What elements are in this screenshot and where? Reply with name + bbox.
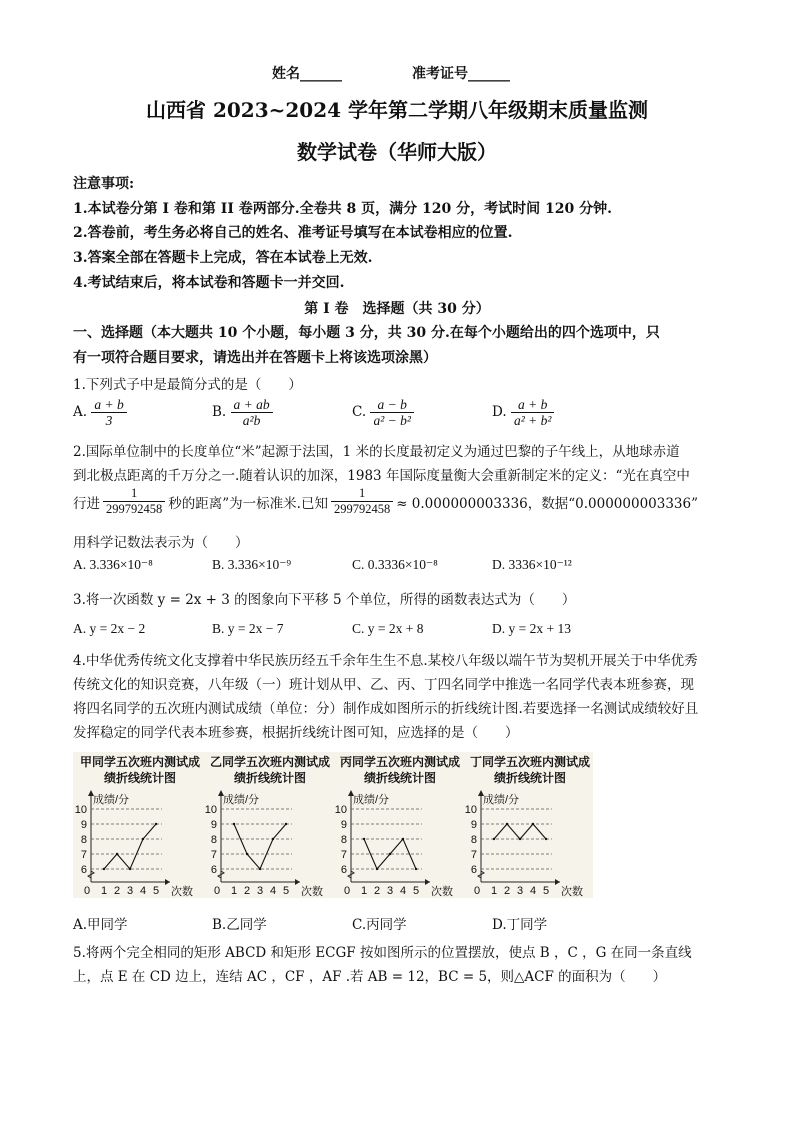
q4-option-c[interactable]: C.丙同学	[352, 917, 407, 933]
option-label: C.	[352, 404, 367, 420]
data-point	[519, 838, 521, 840]
x-tick-label: 2	[113, 885, 121, 897]
q1-option-c[interactable]	[352, 397, 414, 428]
question-4-text: 将四名同学的五次班内测试成绩（单位：分）制作成如图所示的折线统计图.若要选择一名测试成绩较好且	[73, 701, 699, 717]
x-tick-label: 0	[473, 885, 481, 897]
q3-option-a[interactable]: A. y = 2x − 2	[73, 621, 146, 636]
data-point	[389, 853, 391, 855]
x-tick-label: 0	[83, 885, 91, 897]
section-title: 第 I 卷 选择题（共 30 分）	[304, 301, 490, 317]
y-tick-label: 7	[340, 849, 347, 861]
data-point	[363, 838, 365, 840]
q1-option-d[interactable]	[492, 397, 554, 428]
line-charts-panel	[73, 752, 593, 898]
name-field-label: 姓名______	[272, 66, 342, 82]
question-3-stem: 3.将一次函数 y = 2x + 3 的图象向下平移 5 个单位，所得的函数表达式为（ ）	[73, 592, 576, 608]
data-point	[285, 823, 287, 825]
q3-option-b[interactable]: B. y = 2x − 7	[212, 621, 284, 636]
q4-option-d[interactable]: D.丁同学	[492, 917, 548, 933]
data-point	[116, 853, 118, 855]
option-label: D.	[492, 404, 507, 420]
y-tick-label: 10	[74, 804, 87, 816]
question-1-stem: 1.下列式子中是最简分式的是（ ）	[73, 377, 302, 393]
x-tick-label: 4	[529, 885, 537, 897]
y-tick-label: 9	[340, 819, 347, 831]
y-tick-label: 7	[210, 849, 217, 861]
y-tick-label: 10	[464, 804, 477, 816]
exam-title: 山西省 2023~2024 学年第二学期八年级期末质量监测	[145, 98, 648, 122]
question-4-text: 传统文化的知识竞赛，八年级（一）班计划从甲、乙、丙、丁四名同学中推选一名同学代表本班参赛，现	[73, 677, 694, 693]
q4-option-b[interactable]: B.乙同学	[212, 917, 267, 933]
x-tick-label: 3	[256, 885, 264, 897]
fraction: $\frac{1}{299792458}$	[331, 486, 393, 517]
exam-subtitle: 数学试卷（华师大版）	[297, 140, 497, 164]
q2-option-d[interactable]: D. 3336×10⁻¹²	[492, 557, 572, 572]
section-instruction: 有一项符合题目要求，请选出并在答题卡上将该选项涂黑）	[73, 350, 437, 366]
data-point	[545, 838, 547, 840]
series-line	[104, 824, 156, 869]
x-tick-label: 1	[230, 885, 238, 897]
x-tick-label: 0	[213, 885, 221, 897]
y-tick-label: 6	[470, 864, 477, 876]
y-axis-label: 成绩/分	[223, 794, 260, 806]
fraction: $\frac{1}{299792458}$	[103, 486, 165, 517]
y-axis-label: 成绩/分	[93, 794, 130, 806]
exam-number-field-label: 准考证号______	[412, 66, 510, 82]
question-2-text: 2.国际单位制中的长度单位“米”起源于法国，1 米的长度最初定义为通过巴黎的子午线上，从地球赤道	[73, 444, 680, 460]
y-tick-label: 9	[80, 819, 87, 831]
notice-item: 2.答卷前，考生务必将自己的姓名、准考证号填写在本试卷相应的位置.	[73, 225, 513, 241]
data-point	[259, 868, 261, 870]
data-point	[155, 823, 157, 825]
y-tick-label: 6	[210, 864, 217, 876]
x-tick-label: 1	[360, 885, 368, 897]
notice-item: 4.考试结束后，将本试卷和答题卡一并交回.	[73, 275, 345, 291]
x-axis-label: 次数	[561, 886, 583, 898]
fraction: $\frac{a + b}{3}$	[91, 397, 126, 428]
q2-option-b[interactable]: B. 3.336×10⁻⁹	[212, 557, 292, 572]
x-axis-label: 次数	[431, 886, 453, 898]
y-tick-label: 10	[334, 804, 347, 816]
x-tick-label: 2	[243, 885, 251, 897]
y-tick-label: 6	[80, 864, 87, 876]
x-tick-label: 1	[100, 885, 108, 897]
question-2-text: 到北极点距离的千万分之一.随着认识的加深，1983 年国际度量衡大会重新制定米的定义：“光在真空中	[73, 468, 690, 484]
line-charts	[73, 752, 593, 898]
chart-title-yi: 乙同学五次班内测试成绩折线统计图	[209, 755, 330, 785]
y-axis-label: 成绩/分	[483, 794, 520, 806]
x-axis-label: 次数	[301, 886, 323, 898]
data-point	[233, 823, 235, 825]
question-4-text: 发挥稳定的同学代表本班参赛，根据折线统计图可知，应选择的是（ ）	[73, 725, 519, 741]
x-tick-label: 2	[373, 885, 381, 897]
notice-item: 1.本试卷分第 I 卷和第 II 卷两部分.全卷共 8 页，满分 120 分，考试时间 120 分钟.	[73, 201, 612, 217]
x-tick-label: 3	[126, 885, 134, 897]
x-tick-label: 0	[343, 885, 351, 897]
x-axis-arrow	[165, 879, 170, 885]
question-2-text-with-fraction: 行进 $\frac{1}{299792458}$ 秒的距离”为一标准米.已知 $\frac{1}{299792458}$ ≈ 0.000000003336，数据“0.000000003336”	[73, 486, 699, 516]
q1-option-a[interactable]	[73, 397, 127, 428]
question-5-text: 上，点 E 在 CD 边上，连结 AC ，CF ，AF .若 AB = 12，BC = 5，则△ACF 的面积为（ ）	[73, 969, 667, 985]
data-point	[272, 838, 274, 840]
data-point	[142, 838, 144, 840]
y-tick-label: 8	[470, 834, 477, 846]
x-tick-label: 5	[542, 885, 550, 897]
y-tick-label: 10	[204, 804, 217, 816]
q1-option-b[interactable]	[212, 397, 273, 428]
chart-title-jia: 甲同学五次班内测试成绩折线统计图	[79, 755, 200, 785]
option-label: B.	[212, 404, 227, 420]
data-point	[129, 868, 131, 870]
question-4-text: 4.中华优秀传统文化支撑着中华民族历经五千余年生生不息.某校八年级以端午节为契机开展关于中华优秀	[73, 653, 698, 669]
chart-title-ding: 丁同学五次班内测试成绩折线统计图	[469, 755, 590, 785]
question-2-text: 用科学记数法表示为（ ）	[73, 535, 249, 551]
data-point	[532, 823, 534, 825]
x-tick-label: 1	[490, 885, 498, 897]
fraction: $\frac{a - b}{\text{a² − b²}}$	[370, 397, 413, 428]
series-line	[234, 824, 286, 869]
x-axis-arrow	[425, 879, 430, 885]
y-tick-label: 9	[210, 819, 217, 831]
q3-option-d[interactable]: D. y = 2x + 13	[492, 621, 571, 636]
y-tick-label: 8	[210, 834, 217, 846]
q4-option-a[interactable]: A.甲同学	[73, 917, 128, 933]
y-axis-label: 成绩/分	[353, 794, 390, 806]
x-axis-arrow	[555, 879, 560, 885]
x-tick-label: 4	[269, 885, 277, 897]
data-point	[246, 853, 248, 855]
chart-title-bing: 丙同学五次班内测试成绩折线统计图	[339, 755, 460, 785]
q2-option-a[interactable]: A. 3.336×10⁻⁸	[73, 557, 153, 572]
y-tick-label: 7	[80, 849, 87, 861]
x-tick-label: 5	[282, 885, 290, 897]
q3-option-c[interactable]: C. y = 2x + 8	[352, 621, 424, 636]
data-point	[103, 868, 105, 870]
fraction: $\frac{a + b}{\text{a² + b²}}$	[511, 397, 554, 428]
question-5-text: 5.将两个完全相同的矩形 ABCD 和矩形 ECGF 按如图所示的位置摆放，使点 B ，C ，G 在同一条直线	[73, 945, 692, 961]
data-point	[493, 838, 495, 840]
y-tick-label: 8	[80, 834, 87, 846]
x-tick-label: 2	[503, 885, 511, 897]
x-tick-label: 3	[386, 885, 394, 897]
fraction: $\frac{a + ab}{\text{a²b}}$	[231, 397, 273, 428]
x-axis-arrow	[295, 879, 300, 885]
option-label: A.	[73, 404, 88, 420]
series-line	[494, 824, 546, 839]
x-tick-label: 5	[412, 885, 420, 897]
section-instruction: 一、选择题（本大题共 10 个小题，每小题 3 分，共 30 分.在每个小题给出的四个选项中，只	[73, 325, 660, 341]
notice-heading: 注意事项:	[73, 176, 135, 192]
y-tick-label: 7	[470, 849, 477, 861]
x-tick-label: 5	[152, 885, 160, 897]
x-tick-label: 4	[399, 885, 407, 897]
data-point	[402, 838, 404, 840]
y-tick-label: 9	[470, 819, 477, 831]
data-point	[376, 868, 378, 870]
x-tick-label: 3	[516, 885, 524, 897]
q2-option-c[interactable]: C. 0.3336×10⁻⁸	[352, 557, 438, 572]
data-point	[506, 823, 508, 825]
x-tick-label: 4	[139, 885, 147, 897]
data-point	[415, 868, 417, 870]
notice-item: 3.答案全部在答题卡上完成，答在本试卷上无效.	[73, 250, 373, 266]
y-tick-label: 6	[340, 864, 347, 876]
x-axis-label: 次数	[171, 886, 193, 898]
y-tick-label: 8	[340, 834, 347, 846]
